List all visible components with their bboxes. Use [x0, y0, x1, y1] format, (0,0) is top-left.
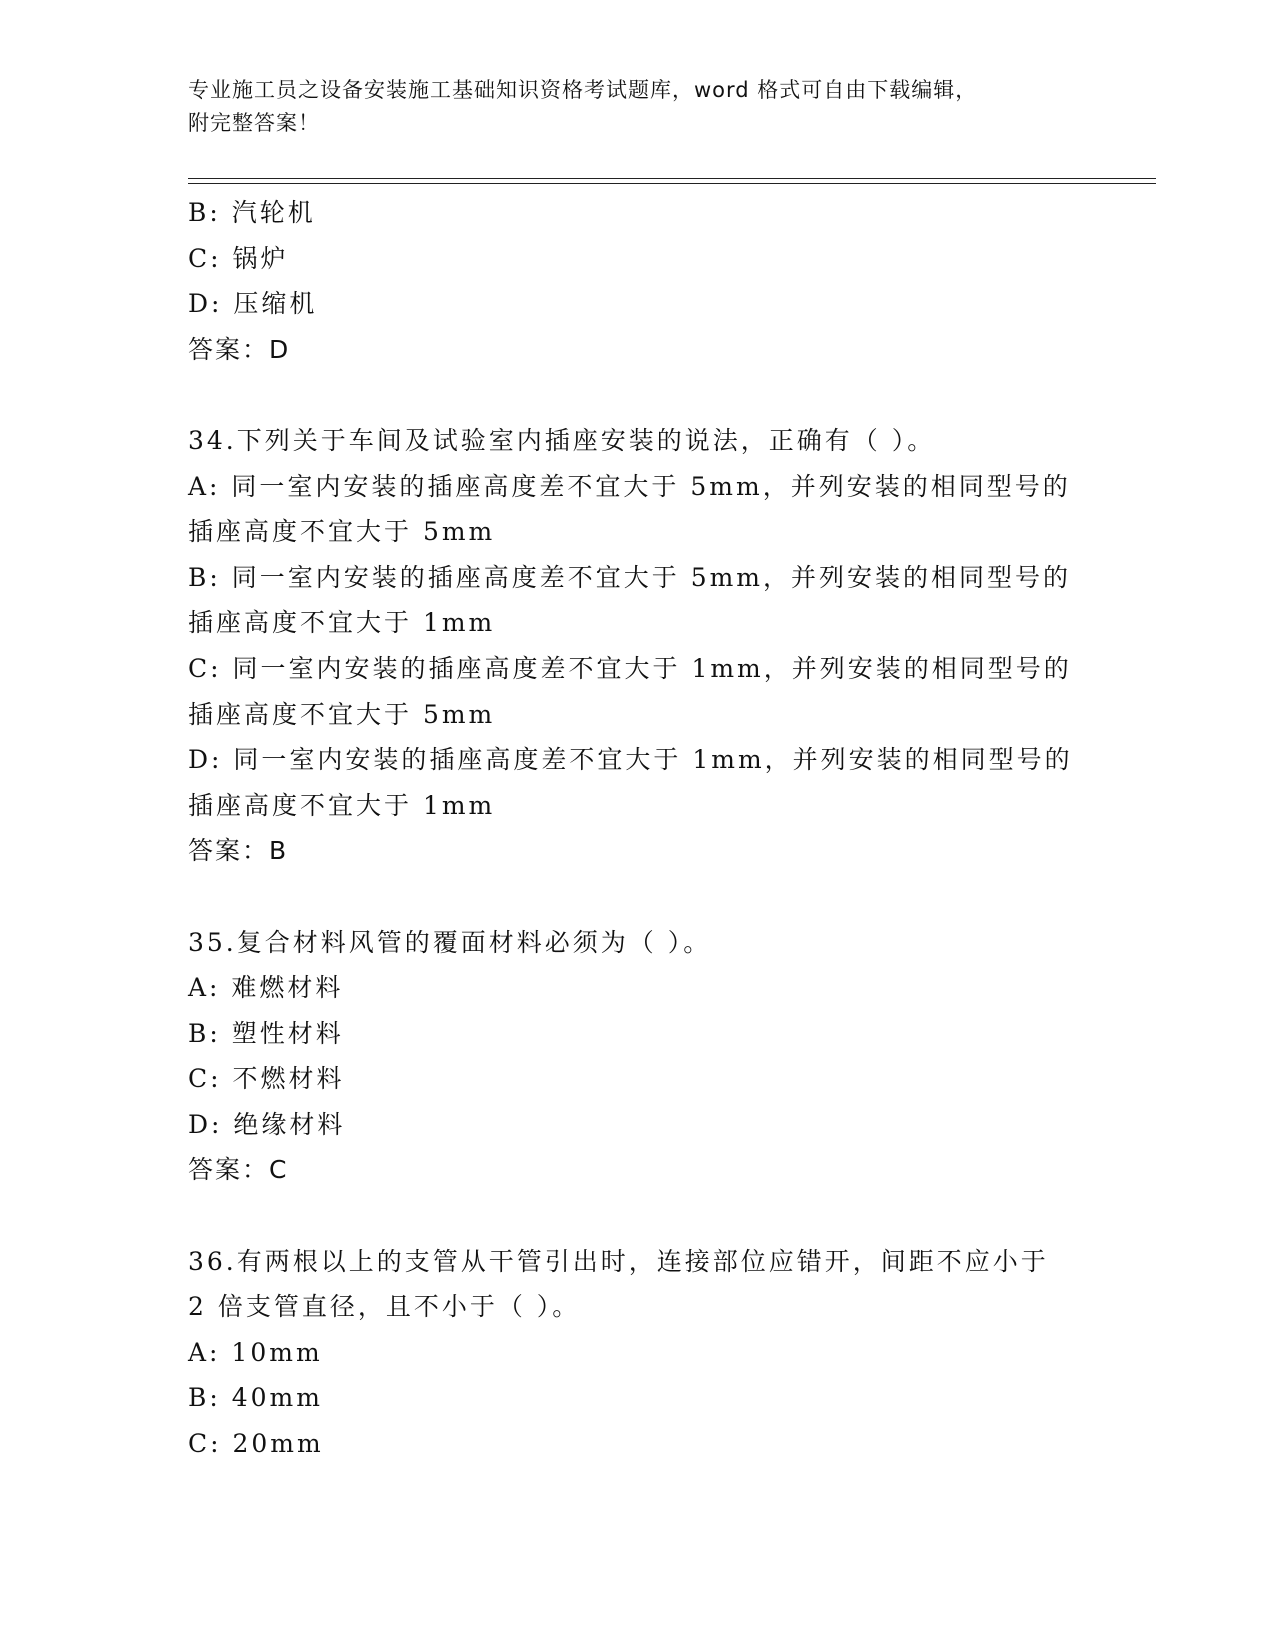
prev-option-d: D: 压缩机: [188, 289, 318, 319]
question-34-option-d-line1: D: 同一室内安装的插座高度差不宜大于 1mm，并列安装的相同型号的: [188, 745, 1073, 775]
question-35-option-b: B: 塑性材料: [188, 1018, 344, 1048]
question-34: [188, 418, 1088, 874]
question-34-option-a-line1: A: 同一室内安装的插座高度差不宜大于 5mm，并列安装的相同型号的: [188, 471, 1071, 501]
question-36-option-b: B: 40mm: [188, 1383, 323, 1413]
question-34-answer: 答案：B: [188, 836, 289, 866]
question-35-option-a: A: 难燃材料: [188, 973, 344, 1003]
prev-answer: 答案：D: [188, 334, 291, 364]
prev-option-c: C: 锅炉: [188, 243, 289, 273]
question-35-stem: 35.复合材料风管的覆面材料必须为（ ）。: [188, 927, 712, 957]
question-34-option-c-line1: C: 同一室内安装的插座高度差不宜大于 1mm，并列安装的相同型号的: [188, 653, 1072, 683]
header-divider-top: [188, 178, 1156, 179]
question-35-answer: 答案：C: [188, 1155, 289, 1185]
prev-question: [188, 190, 1088, 372]
header-divider-bottom: [188, 183, 1156, 184]
prev-option-b: B: 汽轮机: [188, 198, 316, 227]
question-34-option-b-line1: B: 同一室内安装的插座高度差不宜大于 5mm，并列安装的相同型号的: [188, 562, 1072, 592]
spacer: [188, 874, 1088, 920]
question-35: [188, 920, 1088, 1194]
spacer: [188, 372, 1088, 418]
question-36: [188, 1239, 1088, 1467]
question-36-option-c: C: 20mm: [188, 1429, 324, 1459]
question-34-option-a-line2: 插座高度不宜大于 5mm: [188, 517, 496, 547]
question-content: [188, 190, 1088, 1467]
question-34-stem: 34.下列关于车间及试验室内插座安装的说法，正确有（ ）。: [188, 425, 936, 455]
spacer: [188, 1193, 1088, 1239]
question-36-stem-line2: 2 倍支管直径，且不小于（ ）。: [188, 1292, 581, 1322]
header-title-line1: 专业施工员之设备安装施工基础知识资格考试题库，word 格式可自由下载编辑，: [188, 78, 978, 102]
question-36-stem-line1: 36.有两根以上的支管从干管引出时，连接部位应错开，间距不应小于: [188, 1246, 1049, 1276]
question-36-option-a: A: 10mm: [188, 1337, 323, 1367]
question-35-option-c: C: 不燃材料: [188, 1064, 345, 1094]
question-34-option-d-line2: 插座高度不宜大于 1mm: [188, 790, 496, 820]
question-35-option-d: D: 绝缘材料: [188, 1109, 346, 1139]
header-title-line2: 附完整答案！: [188, 111, 320, 135]
question-34-option-c-line2: 插座高度不宜大于 5mm: [188, 699, 496, 729]
question-34-option-b-line2: 插座高度不宜大于 1mm: [188, 608, 496, 638]
document-header: [188, 74, 1088, 140]
